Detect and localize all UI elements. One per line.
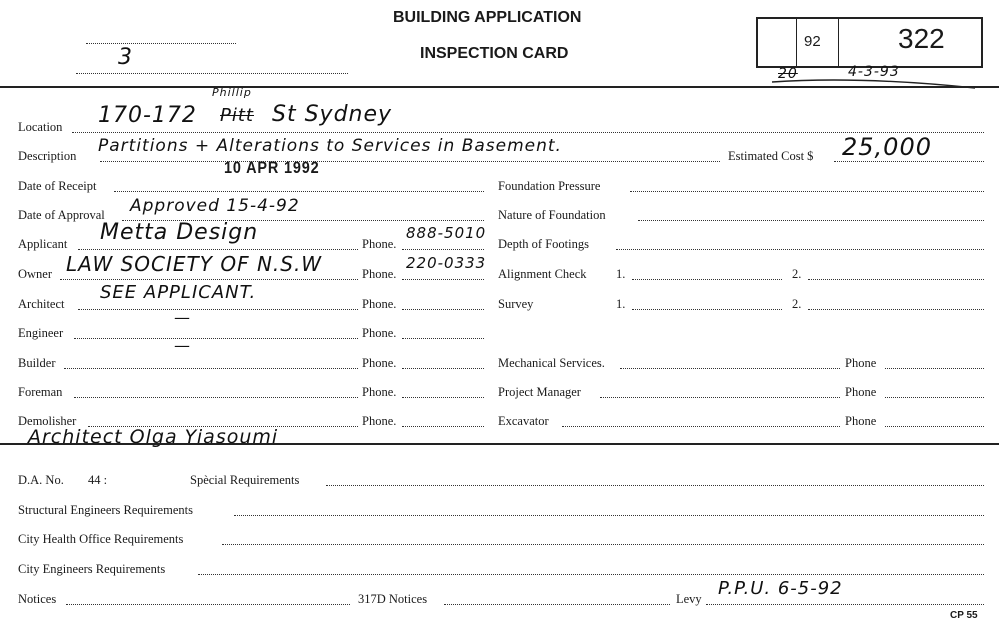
- excavator-field[interactable]: [562, 426, 840, 427]
- survey-2-field[interactable]: [808, 309, 984, 310]
- demolisher-phone-field[interactable]: [402, 426, 484, 427]
- applicant-value: Metta Design: [100, 220, 259, 245]
- builder-field[interactable]: [64, 368, 358, 369]
- levy-label: Levy: [676, 592, 702, 606]
- nature-of-foundation-label: Nature of Foundation: [498, 208, 606, 222]
- nature-of-foundation-field[interactable]: [638, 220, 984, 221]
- architect-value: SEE APPLICANT.: [100, 282, 257, 303]
- survey-1-field[interactable]: [632, 309, 782, 310]
- alignment-check-2-field[interactable]: [808, 279, 984, 280]
- engineer-dash: —: [174, 308, 191, 327]
- architect-note: Architect Olga Yiasoumi: [28, 426, 279, 448]
- date-of-approval-value: Approved 15-4-92: [130, 196, 300, 216]
- project-manager-label: Project Manager: [498, 385, 581, 399]
- foundation-pressure-field[interactable]: [630, 191, 984, 192]
- foreman-phone-field[interactable]: [402, 397, 484, 398]
- location-street: St Sydney: [272, 102, 393, 127]
- builder-dash: —: [174, 336, 191, 355]
- top-rule: [0, 86, 999, 88]
- estimated-cost-label: Estimated Cost $: [728, 149, 814, 163]
- demolisher-phone-label: Phone.: [362, 414, 397, 428]
- applicant-field[interactable]: [78, 249, 358, 250]
- survey-2-label: 2.: [792, 297, 802, 311]
- engineer-field[interactable]: [74, 338, 358, 339]
- builder-phone-label: Phone.: [362, 356, 397, 370]
- footer-code: CP 55: [950, 610, 978, 621]
- special-requirements-field[interactable]: [326, 485, 984, 486]
- project-manager-field[interactable]: [600, 397, 840, 398]
- health-requirements-field[interactable]: [222, 544, 984, 545]
- date-of-receipt-label: Date of Receipt: [18, 179, 97, 193]
- box-card-number: 322: [898, 23, 945, 54]
- applicant-label: Applicant: [18, 237, 68, 251]
- depth-of-footings-field[interactable]: [616, 249, 984, 250]
- structural-requirements-field[interactable]: [234, 515, 984, 516]
- mechanical-services-phone-label: Phone: [845, 356, 877, 370]
- middle-rule: [0, 443, 999, 445]
- levy-field[interactable]: [706, 604, 984, 605]
- district-value: 3: [118, 45, 133, 70]
- foreman-field[interactable]: [74, 397, 358, 398]
- card-number-box: [756, 17, 983, 68]
- survey-1-label: 1.: [616, 297, 626, 311]
- mechanical-services-label: Mechanical Services.: [498, 356, 605, 370]
- owner-label: Owner: [18, 267, 53, 281]
- alignment-check-1-label: 1.: [616, 267, 626, 281]
- health-requirements-label: City Health Office Requirements: [18, 532, 184, 546]
- foreman-label: Foreman: [18, 385, 63, 399]
- structural-requirements-label: Structural Engineers Requirements: [18, 503, 193, 517]
- notices-field[interactable]: [66, 604, 350, 605]
- foundation-pressure-label: Foundation Pressure: [498, 179, 601, 193]
- excavator-label: Excavator: [498, 414, 549, 428]
- strike-line: [770, 66, 980, 96]
- notices-label: Notices: [18, 592, 57, 606]
- mechanical-services-phone-field[interactable]: [885, 368, 984, 369]
- architect-phone-field[interactable]: [402, 309, 484, 310]
- description-field[interactable]: [100, 161, 720, 162]
- title-line-1: BUILDING APPLICATION: [393, 9, 582, 26]
- city-engineers-requirements-label: City Engineers Requirements: [18, 562, 166, 576]
- builder-phone-field[interactable]: [402, 368, 484, 369]
- engineer-phone-field[interactable]: [402, 338, 484, 339]
- city-engineers-requirements-field[interactable]: [198, 574, 984, 575]
- card-no-field[interactable]: [86, 43, 236, 44]
- engineer-label: Engineer: [18, 326, 64, 340]
- excavator-phone-label: Phone: [845, 414, 877, 428]
- project-manager-phone-label: Phone: [845, 385, 877, 399]
- excavator-phone-field[interactable]: [885, 426, 984, 427]
- project-manager-phone-field[interactable]: [885, 397, 984, 398]
- description-value: Partitions + Alterations to Services in Basement.: [98, 136, 562, 156]
- owner-phone-value: 220-0333: [406, 254, 487, 272]
- district-field[interactable]: [76, 73, 348, 74]
- owner-value: LAW SOCIETY OF N.S.W: [66, 252, 323, 276]
- location-struck: Pitt: [220, 105, 254, 126]
- alignment-check-label: Alignment Check: [498, 267, 587, 281]
- da-no-value: 44 :: [88, 473, 108, 487]
- architect-phone-label: Phone.: [362, 297, 397, 311]
- date-note: 4-3-93: [848, 64, 900, 80]
- applicant-phone-field[interactable]: [402, 249, 484, 250]
- struck-note: 20: [778, 66, 798, 82]
- location-number: 170-172: [98, 103, 197, 128]
- applicant-phone-label: Phone.: [362, 237, 397, 251]
- levy-value: P.P.U. 6-5-92: [718, 578, 843, 599]
- location-label: Location: [18, 120, 63, 134]
- depth-of-footings-label: Depth of Footings: [498, 237, 589, 251]
- mechanical-services-field[interactable]: [620, 368, 840, 369]
- description-label: Description: [18, 149, 77, 163]
- architect-field[interactable]: [78, 309, 358, 310]
- box-small-number: 92: [804, 33, 821, 50]
- survey-label: Survey: [498, 297, 534, 311]
- box-divider-1: [796, 19, 797, 66]
- notices-317d-field[interactable]: [444, 604, 670, 605]
- builder-label: Builder: [18, 356, 56, 370]
- estimated-cost-field[interactable]: [834, 161, 984, 162]
- foreman-phone-label: Phone.: [362, 385, 397, 399]
- owner-field[interactable]: [60, 279, 358, 280]
- alignment-check-2-label: 2.: [792, 267, 802, 281]
- engineer-phone-label: Phone.: [362, 326, 397, 340]
- box-divider-2: [838, 19, 839, 66]
- estimated-cost-value: 25,000: [842, 133, 932, 161]
- stamp-date: 10 APR 1992: [224, 158, 320, 177]
- location-insert: Phillip: [212, 86, 252, 99]
- owner-phone-field[interactable]: [402, 279, 484, 280]
- alignment-check-1-field[interactable]: [632, 279, 782, 280]
- demolisher-label: Demolisher: [18, 414, 77, 428]
- title-line-2: INSPECTION CARD: [420, 45, 569, 62]
- architect-label: Architect: [18, 297, 65, 311]
- special-requirements-label: Spècial Requirements: [190, 473, 300, 487]
- da-no-label: D.A. No.: [18, 473, 64, 487]
- owner-phone-label: Phone.: [362, 267, 397, 281]
- applicant-phone-value: 888-5010: [406, 224, 487, 242]
- date-of-approval-label: Date of Approval: [18, 208, 105, 222]
- notices-317d-label: 317D Notices: [358, 592, 428, 606]
- date-of-receipt-field[interactable]: [114, 191, 484, 192]
